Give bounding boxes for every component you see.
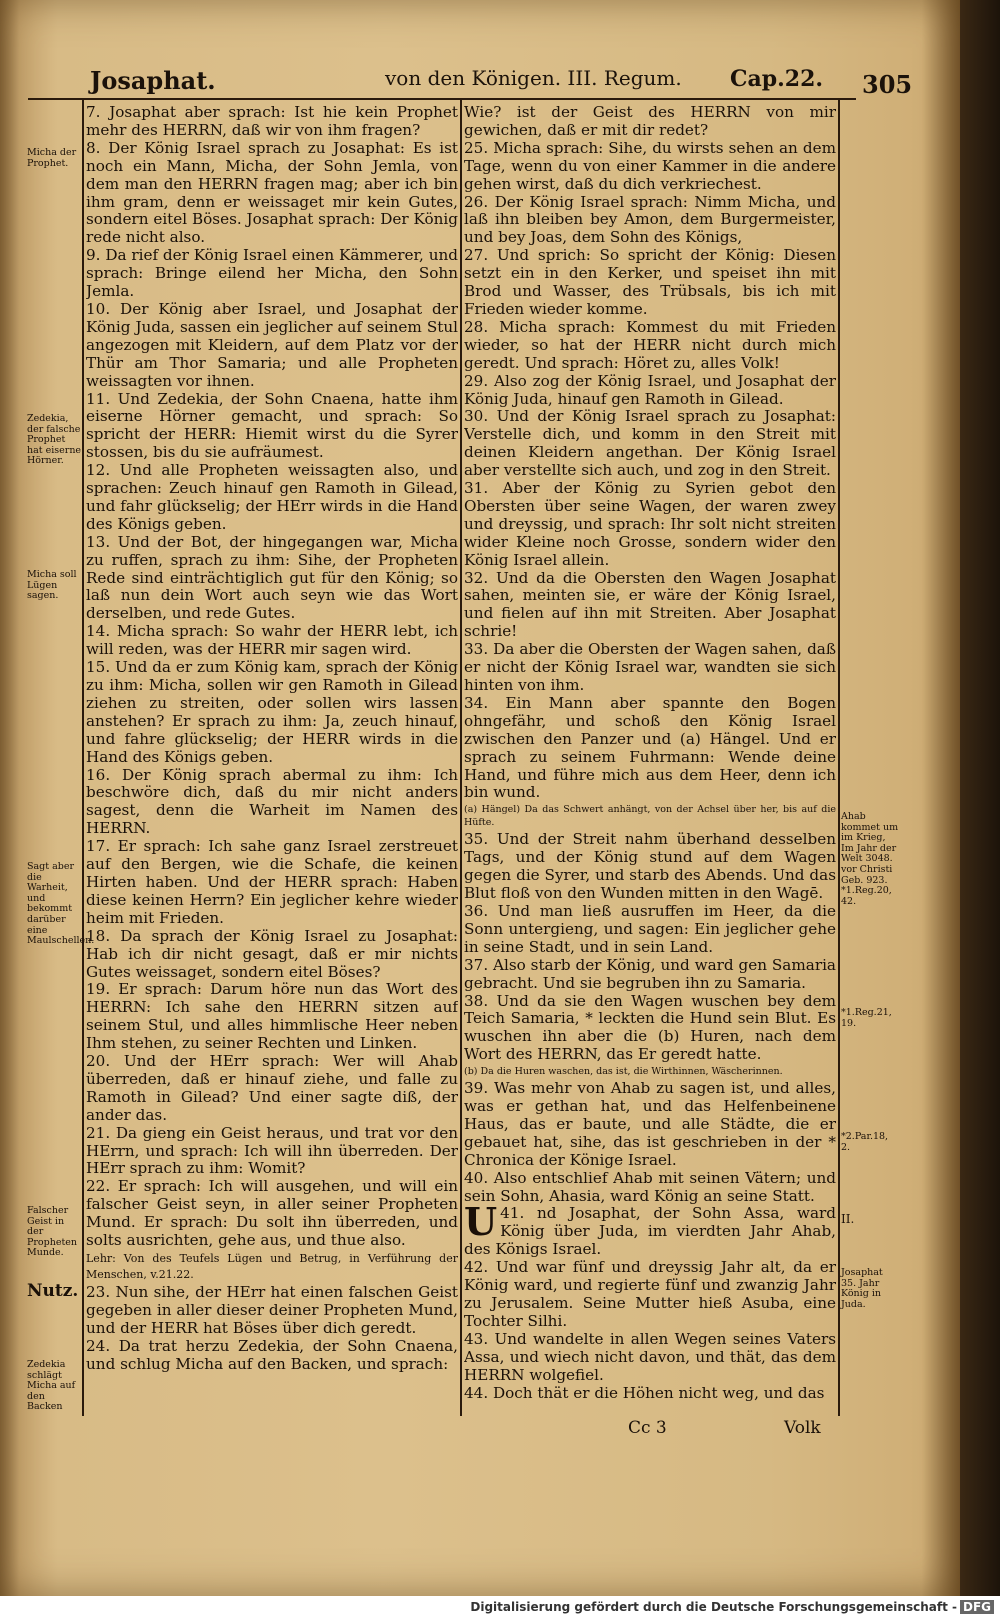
- initial-capital: U: [464, 1199, 498, 1245]
- verse: 28. Micha sprach: Kommest du mit Frieden wieder, so hat der HERR nicht durch mich geredt. Und sprach: Höret zu, alles Volk!: [464, 317, 836, 372]
- page-number: 305: [862, 70, 913, 99]
- catchword: Volk: [784, 1418, 821, 1438]
- margin-note-right: *1.Reg.21, 19.: [841, 1007, 892, 1029]
- header-rule: [28, 98, 856, 100]
- header-middle: von den Königen. III. Regum.: [385, 66, 682, 90]
- credit-text: Digitalisierung gefördert durch die Deutsche Forschungsgemeinschaft -: [470, 1600, 957, 1614]
- column-rule-middle: [460, 98, 462, 1416]
- footnote: (b) Da die Huren waschen, das ist, die Wirthinnen, Wäscherinnen.: [464, 1066, 783, 1078]
- verse: 40. Also entschlief Ahab mit seinen Vätern; und sein Sohn, Ahasia, ward König an seine Statt.: [464, 1168, 836, 1205]
- verse: 27. Und sprich: So spricht der König: Diesen setzt ein in den Kerker, und speiset ihn mit Brod und Wasser, des Trübsals, bis ich mit Frieden wieder komme.: [464, 246, 836, 318]
- signature-mark: Cc 3: [628, 1418, 667, 1438]
- header-chapter: Cap.22.: [730, 66, 824, 92]
- verse: 29. Also zog der König Israel, und Josaphat der König Juda, hinauf gen Ramoth in Gilead.: [464, 371, 836, 408]
- verse: 20. Und der HErr sprach: Wer will Ahab überreden, daß er hinauf ziehe, und falle zu Ramoth in Gilead? Und einer sagte diß, der ander das.: [86, 1052, 458, 1124]
- verse: 31. Aber der König zu Syrien gebot den Obersten über seine Wagen, der waren zwey und dreyssig, und sprach: Ihr solt nicht streiten wider Kleine noch Grosse, sondern wider den König Israel allein.: [464, 479, 836, 569]
- verse: 12. Und alle Propheten weissagten also, und sprachen: Zeuch hinauf gen Ramoth in Gilead, und fahr glückselig; der HErr wirds in die Hand des Königs geben.: [86, 461, 458, 533]
- margin-note-left: Micha soll Lügen sagen.: [27, 569, 77, 602]
- verse: 30. Und der König Israel sprach zu Josaphat: Verstelle dich, und komm in den Streit mit deinen Kleidern angethan. Der König Israel aber verstellte sich auch, und zog in den Streit.: [464, 407, 836, 480]
- verse: 15. Und da er zum König kam, sprach der König zu ihm: Micha, sollen wir gen Ramoth in Gilead ziehen zu streiten, oder sollen wirs lassen anstehen? Er sprach zu ihm: Ja, zeuch hinauf, und fahre glückselig; der HERR wirds in die Hand des Königs geben.: [86, 658, 458, 766]
- margin-note-left: Nutz.: [27, 1281, 79, 1301]
- margin-note-left: Zedekia, der falsche Prophet hat eiserne Hörner.: [27, 413, 82, 467]
- credit-line: [470, 1600, 994, 1614]
- margin-note-left: Zedekia schlägt Micha auf den Backen: [27, 1359, 76, 1413]
- verse: 11. Und Zedekia, der Sohn Cnaena, hatte ihm eiserne Hörner gemacht, und sprach: So spricht der HERR: Hiemit wirst du die Syrer stossen, bis du sie aufräumest.: [86, 389, 458, 462]
- margin-note-right: Josaphat 35. Jahr König in Juda.: [841, 1267, 883, 1310]
- margin-note-right: Ahab kommet um im Krieg, Im Jahr der Welt 3048. vor Christi Geb. 923. *1.Reg.20, 42.: [841, 811, 899, 907]
- header-left: Josaphat.: [90, 66, 216, 95]
- verse: 8. Der König Israel sprach zu Josaphat: Es ist noch ein Mann, Micha, der Sohn Jemla, von dem man den HERRN fragen mag; aber ich bin ihm gram, denn er weissaget mir kein Gutes, sondern eitel Böses. Josaphat sprach: Der König rede nicht also.: [86, 138, 458, 247]
- lehr-note: Lehr: Von des Teufels Lügen und Betrug, in Verführung der Menschen, v.21.22.: [86, 1252, 458, 1281]
- text-column-left: [86, 104, 458, 1414]
- verse: 33. Da aber die Obersten der Wagen sahen, daß er nicht der König Israel war, wandten sie sich hinten von ihm.: [464, 640, 836, 694]
- verse: 25. Micha sprach: Sihe, du wirsts sehen an dem Tage, wenn du von einer Kammer in die andere gehen wirst, daß du dich verkriechest.: [464, 138, 836, 193]
- margin-note-right: II.: [841, 1212, 855, 1226]
- verse: 24. Da trat herzu Zedekia, der Sohn Cnaena, und schlug Micha auf den Backen, und sprach:: [86, 1336, 458, 1373]
- verse: 7. Josaphat aber sprach: Ist hie kein Prophet mehr des HERRN, daß wir von ihm fragen?: [86, 104, 458, 139]
- column-rule-right: [838, 98, 840, 1416]
- verse: Wie? ist der Geist des HERRN von mir gewichen, daß er mit dir redet?: [464, 104, 836, 139]
- verse: 22. Er sprach: Ich will ausgehen, und will ein falscher Geist seyn, in aller seiner Propheten Mund. Er sprach: Du solt ihn überreden, und solts ausrichten, gehe aus, und thue also.: [86, 1177, 458, 1250]
- verse: 34. Ein Mann aber spannte den Bogen ohngefähr, und schoß den König Israel zwischen den Panzer und (a) Hängel. Und er sprach zu seinem Fuhrmann: Wende deine Hand, und führe mich aus dem Heer, denn ich bin wund.: [464, 693, 836, 802]
- verse: 17. Er sprach: Ich sahe ganz Israel zerstreuet auf den Bergen, wie die Schafe, die keinen Hirten haben. Und der HERR sprach: Haben diese keinen Herrn? Ein jeglicher kehre wieder heim mit Frieden.: [86, 837, 458, 927]
- margin-note-left: Micha der Prophet.: [27, 147, 77, 169]
- verse: 39. Was mehr von Ahab zu sagen ist, und alles, was er gethan hat, und das Helfenbeinene Haus, das er baute, und alle Städte, die er gebauet hat, sihe, das ist geschrieben in der * Chronica der Könige Israel.: [464, 1079, 836, 1169]
- verse: 13. Und der Bot, der hingegangen war, Micha zu ruffen, sprach zu ihm: Sihe, der Propheten Rede sind einträchtiglich gut für den König; so laß nun dein Wort auch seyn wie das Wort derselben, und rede Gutes.: [86, 532, 458, 623]
- verse: 9. Da rief der König Israel einen Kämmerer, und sprach: Bringe eilend her Micha, den Sohn Jemla.: [86, 246, 458, 301]
- page-edge: [960, 0, 1000, 1624]
- verse: 18. Da sprach der König Israel zu Josaphat: Hab ich dir nicht gesagt, daß er mir nichts Gutes weissaget, sondern eitel Böses?: [86, 926, 458, 981]
- verse: 19. Er sprach: Darum höre nun das Wort des HERRN: Ich sahe den HERRN sitzen auf seinem Stul, und alles himmlische Heer neben Ihm stehen, zu seiner Rechten und Linken.: [86, 980, 458, 1053]
- verse: 37. Also starb der König, und ward gen Samaria gebracht. Und sie begruben ihn zu Samaria.: [464, 955, 836, 992]
- verse: 23. Nun sihe, der HErr hat einen falschen Geist gegeben in aller dieser deiner Propheten Mund, und der HERR hat Böses über dich geredt.: [86, 1283, 458, 1337]
- verse: [464, 1199, 836, 1259]
- dfg-logo: DFG: [960, 1600, 994, 1614]
- running-header: [90, 66, 850, 96]
- margin-note-right: *2.Par.18, 2.: [841, 1131, 889, 1153]
- verse: 26. Der König Israel sprach: Nimm Micha, und laß ihn bleiben bey Amon, dem Burgermeister, und bey Joas, dem Sohn des Königs,: [464, 192, 836, 247]
- verse: 10. Der König aber Israel, und Josaphat der König Juda, sassen ein jeglicher auf seinem Stul angezogen mit Kleidern, auf dem Platz vor der Thür am Thor Samaria; und alle Propheten weissagten vor ihnen.: [86, 299, 458, 390]
- verse: 16. Der König sprach abermal zu ihm: Ich beschwöre dich, daß du mir nicht anders sagest, denn die Warheit im Namen des HERRN.: [86, 765, 458, 838]
- verse-text: 41. nd Josaphat, der Sohn Assa, ward König über Juda, im vierdten Jahr Ahab, des Königs Israel.: [464, 1204, 836, 1259]
- verse: 14. Micha sprach: So wahr der HERR lebt, ich will reden, was der HERR mir sagen wird.: [86, 622, 458, 659]
- margin-note-left: Sagt aber die Warheit, und bekommt darüber eine Maulschellen.: [27, 861, 95, 947]
- verse: 43. Und wandelte in allen Wegen seines Vaters Assa, und wiech nicht davon, und thät, das dem HERRN wolgefiel.: [464, 1329, 836, 1384]
- verse: 36. Und man ließ ausruffen im Heer, da die Sonn untergieng, und sagen: Ein jeglicher gehe in seine Stadt, und in sein Land.: [464, 901, 836, 956]
- verse: 42. Und war fünf und dreyssig Jahr alt, da er König ward, und regierte fünf und zwanzig Jahr zu Jerusalem. Seine Mutter hieß Asuba, eine Tochter Silhi.: [464, 1258, 836, 1330]
- footnote: (a) Hängel) Da das Schwert anhängt, von der Achsel über her, bis auf die Hüfte.: [464, 804, 836, 829]
- margin-note-left: Falscher Geist in der Propheten Munde.: [27, 1205, 78, 1259]
- verse: 21. Da gieng ein Geist heraus, und trat vor den HErrn, und sprach: Ich will ihn überreden. Der HErr sprach zu ihm: Womit?: [86, 1123, 458, 1178]
- verse: 38. Und da sie den Wagen wuschen bey dem Teich Samaria, * leckten die Hund sein Blut. Es wuschen ihn aber die (b) Huren, nach dem Wort des HERRN, das Er geredt hatte.: [464, 991, 836, 1064]
- text-column-right: [464, 104, 836, 1414]
- verse: 32. Und da die Obersten den Wagen Josaphat sahen, meinten sie, er wäre der König Israel, und fielen auf ihn mit Streiten. Aber Josaphat schrie!: [464, 568, 836, 641]
- verse: 44. Doch thät er die Höhen nicht weg, und das: [464, 1383, 825, 1402]
- verse: 35. Und der Streit nahm überhand desselben Tags, und der König stund auf dem Wagen gegen die Syrer, und starb des Abends. Und das Blut floß von den Wunden mitten in den Wagē.: [464, 830, 836, 903]
